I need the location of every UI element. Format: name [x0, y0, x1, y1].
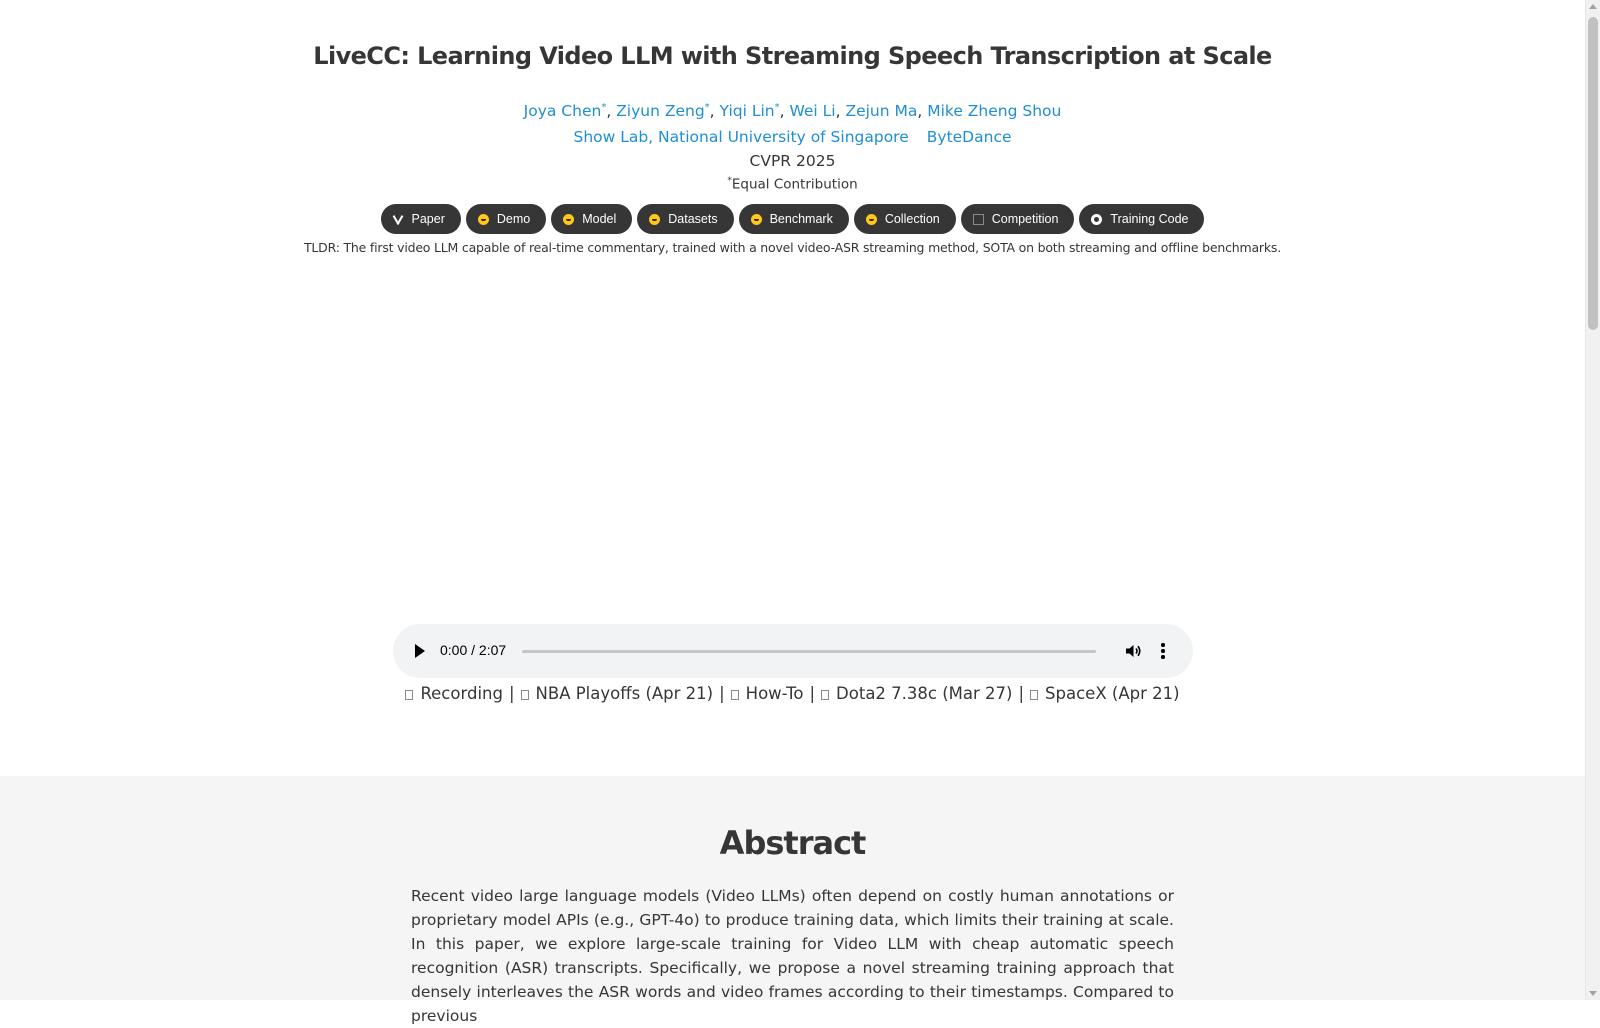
video-selector: Recording | NBA Playoffs (Apr 21) | How-To | Dota2 7.38c (Mar 27) | SpaceX (Apr 21) [0, 684, 1585, 703]
model-button[interactable]: Model [551, 204, 632, 234]
venue: CVPR 2025 [749, 152, 836, 170]
arxiv-icon [393, 214, 404, 225]
scroll-up-icon[interactable] [1589, 4, 1597, 9]
training-code-button[interactable]: Training Code [1079, 204, 1204, 234]
video-link-recording[interactable]: Recording [405, 684, 503, 703]
huggingface-icon [563, 214, 574, 225]
more-options-icon[interactable] [1161, 643, 1165, 659]
audio-progress-track[interactable] [522, 650, 1096, 653]
video-icon [821, 690, 829, 700]
huggingface-icon [866, 214, 877, 225]
page-scrollbar[interactable] [1585, 0, 1600, 1000]
abstract-section [0, 776, 1585, 1025]
author-list: Joya Chen*, Ziyun Zeng*, Yiqi Lin*, Wei Li, Zejun Ma, Mike Zheng Shou [523, 102, 1062, 121]
video-link-spacex[interactable]: SpaceX (Apr 21) [1030, 684, 1180, 703]
author-link[interactable]: Mike Zheng Shou [927, 102, 1062, 121]
huggingface-icon [751, 214, 762, 225]
scrollbar-thumb[interactable] [1588, 17, 1598, 330]
abstract-text: Recent video large language models (Video LLMs) often depend on costly human annotations or proprietary model APIs (e.g., GPT-4o) to produce training data, which limits their training at scale. In this paper, we explore large-scale training for Video LLM with cheap automatic speech recognition (ASR) transcripts. Specifically, we propose a novel streaming training approach that densely interleaves the ASR words and video frames according to their timestamps. Compared to previous [411, 887, 1174, 1025]
author-link[interactable]: Ziyun Zeng [616, 102, 705, 121]
link-buttons [0, 204, 1585, 234]
equal-contribution-mark: * [774, 102, 780, 113]
affiliations [0, 128, 1585, 146]
huggingface-icon [478, 214, 489, 225]
page-title: LiveCC: Learning Video LLM with Streaming Speech Transcription at Scale [313, 42, 1272, 70]
datasets-button[interactable]: Datasets [637, 204, 733, 234]
paper-button[interactable]: Paper [381, 204, 461, 234]
video-icon [405, 690, 413, 700]
demo-button[interactable]: Demo [466, 204, 546, 234]
scroll-down-icon[interactable] [1589, 991, 1597, 996]
affiliation-link[interactable]: Show Lab, National University of Singapore [573, 128, 909, 146]
competition-button[interactable]: Competition [961, 204, 1075, 234]
equal-contribution-mark: * [601, 102, 607, 113]
contribution-note: *Equal Contribution [727, 176, 858, 193]
equal-contribution-mark: * [704, 102, 710, 113]
audio-player[interactable] [393, 624, 1193, 678]
video-icon [521, 690, 529, 700]
play-icon[interactable] [415, 644, 425, 658]
github-icon [1091, 214, 1102, 225]
author-link[interactable]: Wei Li [789, 102, 836, 121]
benchmark-button[interactable]: Benchmark [739, 204, 849, 234]
affiliation-link[interactable]: ByteDance [926, 128, 1012, 146]
author-link[interactable]: Yiqi Lin [719, 102, 775, 121]
volume-icon[interactable] [1126, 644, 1142, 658]
video-link-dota2[interactable]: Dota2 7.38c (Mar 27) [821, 684, 1012, 703]
abstract-heading: Abstract [719, 824, 866, 862]
author-link[interactable]: Joya Chen [523, 102, 602, 121]
video-icon [731, 690, 739, 700]
trophy-icon [973, 214, 984, 225]
video-icon [1030, 690, 1038, 700]
huggingface-icon [649, 214, 660, 225]
tldr-text: TLDR: The first video LLM capable of real-time commentary, trained with a novel video-ASR streaming method, SOTA on both streaming and offline benchmarks. [303, 240, 1281, 255]
audio-time: 0:00 / 2:07 [440, 642, 507, 658]
video-link-nba[interactable]: NBA Playoffs (Apr 21) [521, 684, 714, 703]
video-link-howto[interactable]: How-To [731, 684, 804, 703]
author-link[interactable]: Zejun Ma [845, 102, 918, 121]
collection-button[interactable]: Collection [854, 204, 956, 234]
